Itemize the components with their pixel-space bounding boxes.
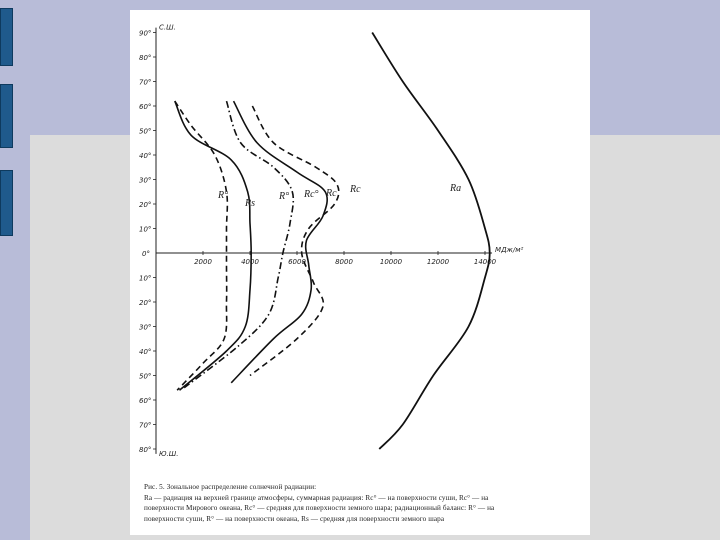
x-tick-label: 14000 (473, 258, 497, 266)
y-tick-south: 10° (139, 274, 152, 283)
y-tick-south: 80° (139, 446, 152, 454)
curve-label: Rc (350, 184, 361, 195)
y-tick-north: 80° (139, 54, 152, 62)
x-tick-label: 6000 (288, 258, 306, 266)
x-axis-unit-label: МДж/м² (495, 246, 524, 254)
side-tab-1[interactable] (0, 8, 13, 66)
y-tick-north: 40° (139, 152, 152, 160)
x-tick-label: 12000 (426, 258, 450, 266)
caption-line-2: Rа — радиация на верхней границе атмосферы, суммарная радиация: Rс° — на поверхности суши, Rс° — на (144, 493, 489, 502)
side-tab-2[interactable] (0, 84, 13, 148)
y-tick-north: 20° (139, 201, 152, 209)
y-tick-north: 70° (139, 78, 152, 87)
y-tick-south: 20° (139, 299, 152, 307)
y-tick-south: 40° (139, 348, 152, 356)
y-tick-north: 30° (139, 176, 152, 185)
curve-label: Rs (245, 198, 255, 209)
curve-label: R° (279, 191, 290, 202)
figure-sheet (130, 10, 590, 535)
slide-left-strip (0, 0, 16, 540)
curve-label: Ra (450, 183, 462, 194)
series-rs-dashed (175, 101, 228, 390)
caption-line-3: поверхности Мирового океана, Rс° — средняя для поверхности земного шара; радиационный баланс: R° — на (144, 504, 495, 512)
curve-label: Rc° (304, 189, 319, 200)
y-tick-north: 90° (139, 29, 152, 38)
radiation-chart (130, 10, 590, 480)
y-tick-south: 70° (139, 421, 152, 430)
series-rs (175, 101, 251, 390)
chart-curves (175, 33, 490, 450)
series-rc- (250, 106, 339, 376)
y-tick-zero: 0° (142, 250, 150, 258)
y-tick-south: 30° (139, 323, 152, 332)
x-tick-label: 2000 (194, 258, 212, 266)
chart-axes (142, 24, 524, 458)
caption-line-1: Рис. 5. Зональное распределение солнечной радиации: (144, 483, 317, 491)
y-tick-south: 50° (139, 372, 152, 381)
y-tick-north: 50° (139, 127, 152, 136)
side-tab-3[interactable] (0, 170, 13, 236)
y-axis-bottom-label: Ю.Ш. (159, 449, 179, 458)
x-tick-label: 4000 (241, 258, 259, 266)
x-tick-label: 8000 (335, 258, 353, 266)
series-r- (184, 101, 293, 388)
chart-ticks (139, 30, 497, 455)
y-axis-top-label: С.Ш. (159, 23, 176, 32)
curve-label: Rc (326, 188, 337, 199)
y-tick-north: 10° (139, 225, 152, 234)
curve-label: R° (218, 190, 229, 201)
figure-caption (144, 482, 584, 524)
caption-line-4: поверхности суши, R° — на поверхности океана, Rs — средняя для поверхности земного шара (144, 514, 445, 523)
y-tick-south: 60° (139, 397, 152, 405)
x-tick-label: 10000 (379, 258, 403, 266)
y-tick-north: 60° (139, 103, 152, 111)
series-ra (372, 33, 490, 450)
